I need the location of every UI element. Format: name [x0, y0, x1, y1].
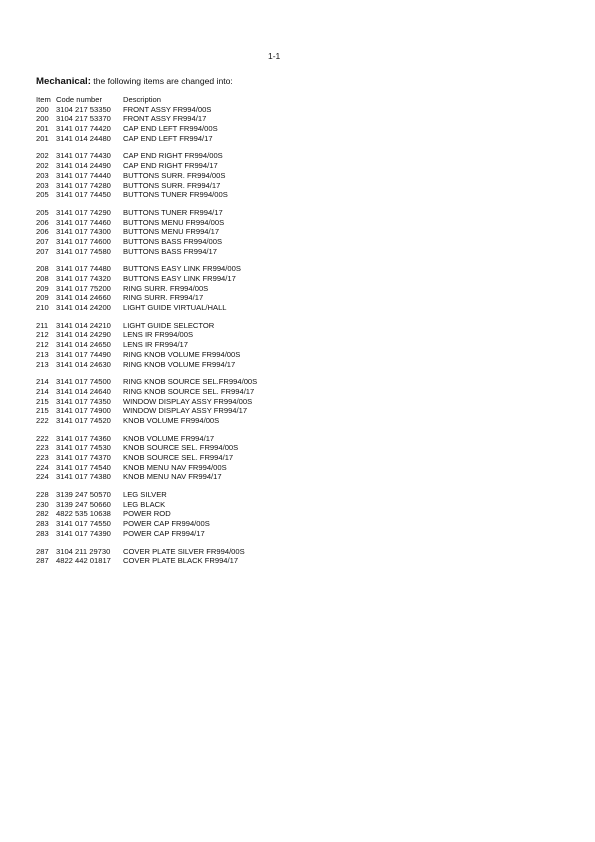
description: BUTTONS SURR. FR994/17	[123, 180, 221, 190]
description: BUTTONS SURR. FR994/00S	[123, 170, 226, 180]
code-number: 3141 017 74420	[56, 124, 111, 134]
code-number: 3141 017 74290	[56, 207, 111, 217]
code-number: 3141 017 74520	[56, 415, 111, 425]
code-number: 3141 014 24290	[56, 330, 111, 340]
item-number: 206	[36, 227, 49, 237]
description: BUTTONS EASY LINK FR994/17	[123, 274, 236, 283]
code-number: 3141 017 74490	[56, 349, 111, 359]
description: LENS IR FR994/00S	[123, 330, 194, 340]
table-header	[36, 95, 336, 105]
table-row	[36, 227, 336, 237]
parts-table	[36, 95, 336, 574]
code-number: 3139 247 50570	[56, 490, 111, 500]
item-number: 200	[36, 114, 49, 124]
page-number: 1-1	[268, 51, 281, 61]
table-row	[36, 114, 336, 124]
table-row	[36, 134, 336, 144]
code-number: 3141 014 24650	[56, 340, 111, 350]
row-group	[36, 105, 336, 144]
description: LIGHT GUIDE SELECTOR	[123, 320, 215, 330]
table-row	[36, 500, 336, 510]
description: RING SURR. FR994/00S	[123, 283, 209, 293]
item-number: 215	[36, 396, 49, 406]
item-number: 213	[36, 359, 49, 369]
code-number: 3141 017 74300	[56, 227, 111, 237]
description: WINDOW DISPLAY ASSY FR994/00S	[123, 396, 253, 406]
header-item: Item	[36, 95, 51, 104]
row-group	[36, 547, 336, 566]
item-number: 287	[36, 556, 49, 566]
table-row	[36, 547, 336, 557]
description: POWER ROD	[123, 509, 171, 519]
description: POWER CAP FR994/17	[123, 528, 205, 538]
table-row	[36, 237, 336, 247]
table-row	[36, 416, 336, 426]
row-group	[36, 151, 336, 199]
description: CAP END RIGHT FR994/17	[123, 161, 218, 171]
item-number: 230	[36, 499, 49, 509]
description: KNOB VOLUME FR994/17	[123, 433, 215, 443]
description: KNOB SOURCE SEL. FR994/00S	[123, 443, 239, 453]
description: RING KNOB SOURCE SEL. FR994/17	[123, 386, 255, 396]
item-number: 222	[36, 415, 49, 425]
description: RING KNOB VOLUME FR994/00S	[123, 349, 241, 359]
item-number: 228	[36, 490, 49, 500]
table-row	[36, 284, 336, 294]
item-number: 214	[36, 377, 49, 387]
code-number: 3141 017 74530	[56, 443, 111, 453]
item-number: 212	[36, 340, 49, 350]
description: BUTTONS MENU FR994/00S	[123, 217, 225, 227]
description: BUTTONS MENU FR994/17	[123, 227, 220, 237]
code-number: 3141 017 74440	[56, 170, 111, 180]
description: KNOB MENU NAV FR994/00S	[123, 462, 227, 472]
table-row	[36, 303, 336, 313]
item-number: 202	[36, 161, 49, 171]
code-number: 3104 217 53370	[56, 114, 111, 124]
description: LEG SILVER	[123, 490, 167, 500]
row-group	[36, 321, 336, 369]
item-number: 203	[36, 180, 49, 190]
table-row	[36, 321, 336, 331]
description: LENS IR FR994/17	[123, 340, 188, 350]
table-row	[36, 453, 336, 463]
description: KNOB SOURCE SEL. FR994/17	[123, 453, 234, 462]
table-row	[36, 556, 336, 566]
code-number: 3141 017 74580	[56, 246, 111, 256]
code-number: 3141 014 24200	[56, 303, 111, 313]
description: CAP END LEFT FR994/17	[123, 133, 213, 143]
table-row	[36, 519, 336, 529]
code-number: 3141 017 74380	[56, 472, 111, 482]
description: LEG BLACK	[123, 499, 166, 509]
table-row	[36, 397, 336, 407]
code-number: 3141 017 74320	[56, 274, 111, 283]
item-number: 205	[36, 207, 49, 217]
description: CAP END LEFT FR994/00S	[123, 124, 218, 134]
item-number: 208	[36, 274, 49, 283]
heading-label: Mechanical:	[36, 76, 91, 87]
table-row	[36, 509, 336, 519]
code-number: 3141 017 75200	[56, 283, 111, 293]
table-row	[36, 434, 336, 444]
code-number: 3141 017 74450	[56, 190, 111, 200]
item-number: 224	[36, 462, 49, 472]
table-row	[36, 360, 336, 370]
code-number: 3141 017 74360	[56, 433, 111, 443]
item-number: 206	[36, 217, 49, 227]
code-number: 3141 014 24480	[56, 133, 111, 143]
code-number: 3141 017 74280	[56, 180, 111, 190]
item-number: 283	[36, 528, 49, 538]
row-group	[36, 490, 336, 538]
description: BUTTONS BASS FR994/17	[123, 246, 217, 256]
table-row	[36, 293, 336, 303]
table-row	[36, 247, 336, 257]
description: KNOB MENU NAV FR994/17	[123, 472, 222, 482]
description: KNOB VOLUME FR994/00S	[123, 415, 220, 425]
item-number: 201	[36, 133, 49, 143]
code-number: 3141 014 24630	[56, 359, 111, 369]
code-number: 3139 247 50660	[56, 499, 111, 509]
table-row	[36, 387, 336, 397]
item-number: 203	[36, 170, 49, 180]
row-group	[36, 208, 336, 256]
description: CAP END RIGHT FR994/00S	[123, 151, 223, 161]
table-row	[36, 151, 336, 161]
section-heading	[36, 76, 233, 87]
description: BUTTONS TUNER FR994/17	[123, 207, 223, 217]
description: BUTTONS EASY LINK FR994/00S	[123, 264, 241, 274]
code-number: 3141 014 24210	[56, 320, 111, 330]
description: BUTTONS TUNER FR994/00S	[123, 190, 228, 200]
item-number: 223	[36, 453, 49, 462]
table-row	[36, 181, 336, 191]
description: POWER CAP FR994/00S	[123, 519, 210, 529]
code-number: 3141 017 74600	[56, 236, 111, 246]
code-number: 3141 014 24490	[56, 161, 111, 171]
table-row	[36, 490, 336, 500]
item-number: 212	[36, 330, 49, 340]
table-body	[36, 105, 336, 566]
item-number: 201	[36, 124, 49, 134]
item-number: 224	[36, 472, 49, 482]
table-row	[36, 171, 336, 181]
item-number: 283	[36, 519, 49, 529]
table-row	[36, 330, 336, 340]
table-row	[36, 274, 336, 284]
code-number: 3141 017 74430	[56, 151, 111, 161]
item-number: 214	[36, 386, 49, 396]
item-number: 223	[36, 443, 49, 453]
code-number: 3104 217 53350	[56, 104, 111, 114]
description: WINDOW DISPLAY ASSY FR994/17	[123, 406, 248, 416]
description: BUTTONS BASS FR994/00S	[123, 236, 223, 246]
item-number: 202	[36, 151, 49, 161]
table-row	[36, 377, 336, 387]
table-row	[36, 529, 336, 539]
item-number: 282	[36, 509, 49, 519]
item-number: 211	[36, 320, 49, 330]
item-number: 210	[36, 303, 49, 313]
code-number: 3104 211 29730	[56, 546, 111, 556]
item-number: 207	[36, 236, 49, 246]
code-number: 3141 017 74350	[56, 396, 111, 406]
row-group	[36, 377, 336, 425]
description: COVER PLATE BLACK FR994/17	[123, 556, 239, 566]
description: FRONT ASSY FR994/00S	[123, 104, 212, 114]
table-row	[36, 350, 336, 360]
code-number: 3141 017 74390	[56, 528, 111, 538]
header-description: Description	[123, 95, 161, 104]
row-group	[36, 434, 336, 482]
heading-text: the following items are changed into:	[90, 76, 233, 86]
table-row	[36, 472, 336, 482]
item-number: 209	[36, 293, 49, 303]
description: FRONT ASSY FR994/17	[123, 114, 207, 124]
table-row	[36, 218, 336, 228]
description: COVER PLATE SILVER FR994/00S	[123, 546, 245, 556]
table-row	[36, 190, 336, 200]
table-row	[36, 161, 336, 171]
header-code: Code number	[56, 95, 103, 104]
item-number: 208	[36, 264, 49, 274]
description: RING KNOB VOLUME FR994/17	[123, 359, 236, 369]
table-row	[36, 105, 336, 115]
item-number: 222	[36, 433, 49, 443]
code-number: 4822 442 01817	[56, 556, 111, 566]
code-number: 3141 014 24640	[56, 386, 111, 396]
code-number: 3141 014 24660	[56, 293, 111, 303]
item-number: 287	[36, 546, 49, 556]
description: LIGHT GUIDE VIRTUAL/HALL	[123, 303, 227, 313]
code-number: 3141 017 74370	[56, 453, 111, 462]
code-number: 3141 017 74540	[56, 462, 111, 472]
table-row	[36, 264, 336, 274]
code-number: 3141 017 74460	[56, 217, 111, 227]
item-number: 207	[36, 246, 49, 256]
item-number: 213	[36, 349, 49, 359]
item-number: 209	[36, 283, 49, 293]
table-row	[36, 340, 336, 350]
code-number: 4822 535 10638	[56, 509, 111, 519]
description: RING SURR. FR994/17	[123, 293, 204, 303]
table-row	[36, 406, 336, 416]
table-row	[36, 443, 336, 453]
description: RING KNOB SOURCE SEL.FR994/00S	[123, 377, 258, 387]
table-row	[36, 208, 336, 218]
row-group	[36, 264, 336, 312]
code-number: 3141 017 74900	[56, 406, 111, 416]
code-number: 3141 017 74500	[56, 377, 111, 387]
table-row	[36, 124, 336, 134]
item-number: 205	[36, 190, 49, 200]
table-row	[36, 463, 336, 473]
item-number: 215	[36, 406, 49, 416]
item-number: 200	[36, 104, 49, 114]
code-number: 3141 017 74480	[56, 264, 111, 274]
code-number: 3141 017 74550	[56, 519, 111, 529]
